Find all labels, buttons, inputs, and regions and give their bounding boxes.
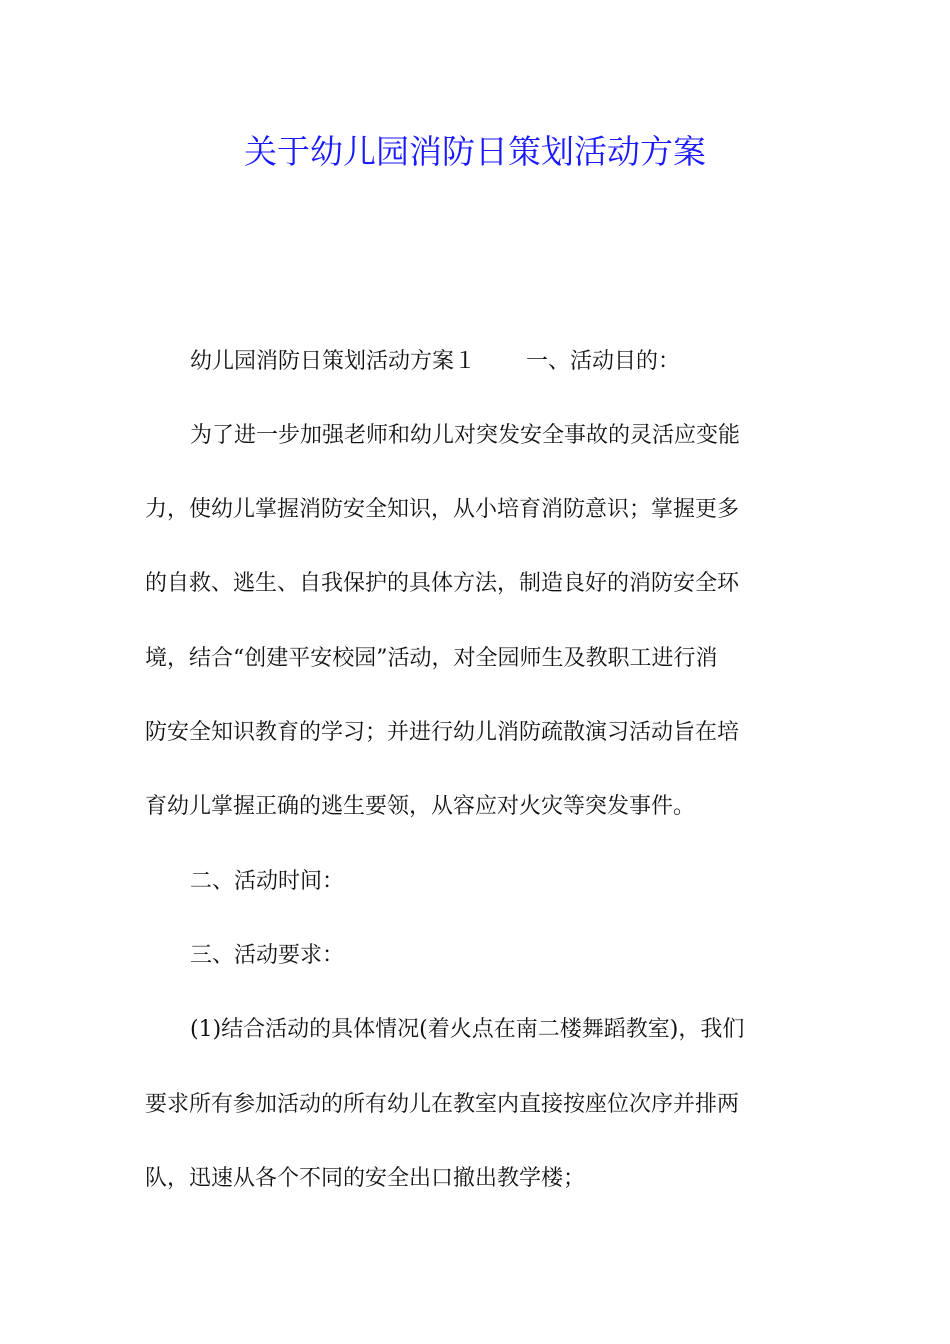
document-title: 关于幼儿园消防日策划活动方案 — [244, 132, 706, 171]
requirement-line-3: 队，迅速从各个不同的安全出口撤出教学楼； — [145, 1166, 586, 1191]
purpose-line-2: 力，使幼儿掌握消防安全知识，从小培育消防意识；掌握更多 — [145, 497, 740, 522]
intro-line — [190, 340, 810, 384]
requirements-heading: 三、活动要求： — [190, 943, 345, 968]
plan-heading: 幼儿园消防日策划活动方案１ — [190, 349, 477, 374]
requirement-line-1: (1)结合活动的具体情况(着火点在南二楼舞蹈教室)，我们 — [190, 1017, 745, 1042]
purpose-heading: 一、活动目的： — [526, 349, 681, 374]
purpose-line-4: 境，结合“创建平安校园”活动，对全园师生及教职工进行消 — [145, 646, 718, 671]
time-heading: 二、活动时间： — [190, 869, 345, 894]
purpose-line-5: 防安全知识教育的学习；并进行幼儿消防疏散演习活动旨在培 — [145, 720, 740, 745]
purpose-line-1: 为了进一步加强老师和幼儿对突发安全事故的灵活应变能 — [190, 423, 741, 448]
requirement-line-2: 要求所有参加活动的所有幼儿在教室内直接按座位次序并排两 — [145, 1092, 740, 1117]
purpose-line-6: 育幼儿掌握正确的逃生要领，从容应对火灾等突发事件。 — [145, 794, 696, 819]
purpose-line-3: 的自救、逃生、自我保护的具体方法，制造良好的消防安全环 — [145, 571, 740, 596]
